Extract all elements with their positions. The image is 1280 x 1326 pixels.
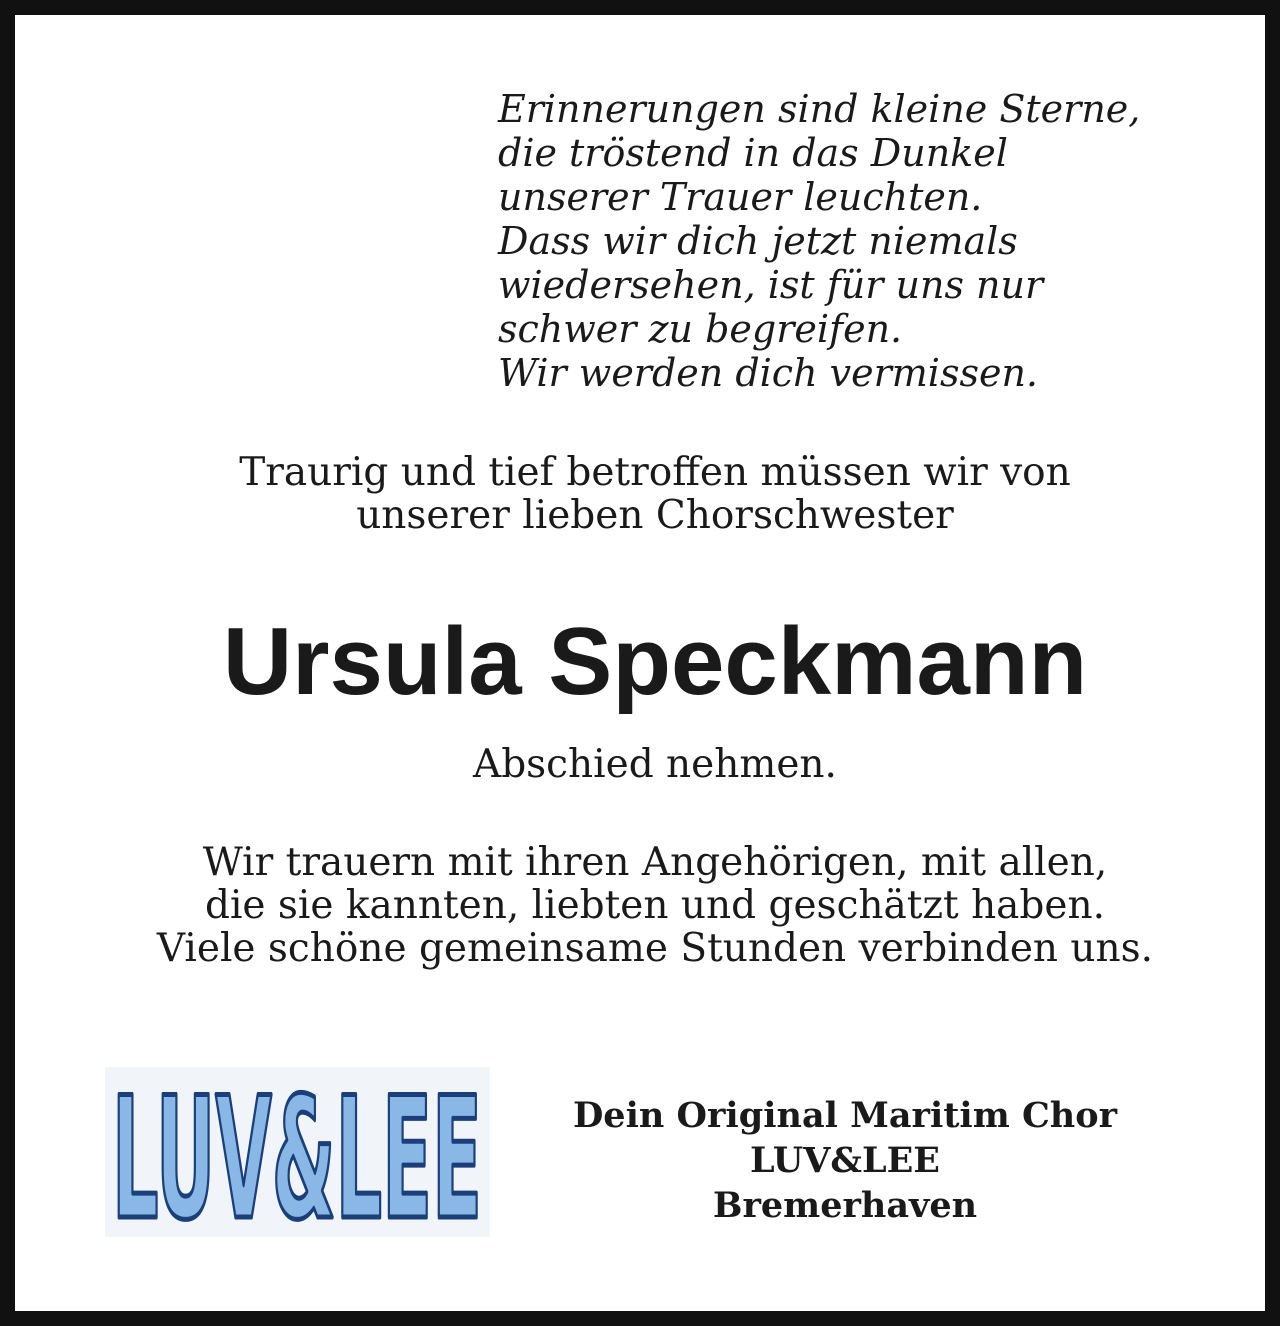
signature-line: Bremerhaven xyxy=(712,1185,978,1226)
intro-text xyxy=(55,451,1255,537)
intro-line: unserer lieben Chorschwester xyxy=(356,493,954,538)
mourning-line: Viele schöne gemeinsame Stunden verbinden uns. xyxy=(156,926,1154,971)
mourning-text xyxy=(55,841,1255,970)
signature-line: LUV&LEE xyxy=(750,1140,940,1181)
signature-line: Dein Original Maritim Chor xyxy=(572,1095,1118,1136)
poem xyxy=(498,87,1258,395)
poem-line: Erinnerungen sind kleine Sterne, xyxy=(498,87,1141,131)
poem-line: die tröstend in das Dunkel xyxy=(498,131,1008,175)
signature xyxy=(515,1093,1175,1228)
poem-line: Dass wir dich jetzt niemals xyxy=(498,219,1018,263)
choir-logo xyxy=(105,1067,490,1237)
poem-line: schwer zu begreifen. xyxy=(498,307,903,351)
deceased-name: Ursula Speckmann xyxy=(222,608,1088,715)
poem-line: unserer Trauer leuchten. xyxy=(498,175,983,219)
farewell-text: Abschied nehmen. xyxy=(473,742,837,787)
mourning-line: Wir trauern mit ihren Angehörigen, mit allen, xyxy=(202,840,1108,885)
intro-line: Traurig und tief betroffen müssen wir von xyxy=(239,450,1071,495)
poem-line: Wir werden dich vermissen. xyxy=(498,351,1038,395)
choir-logo-graphic xyxy=(105,1067,490,1237)
poem-line: wiedersehen, ist für uns nur xyxy=(498,263,1044,307)
mourning-line: die sie kannten, liebten und geschätzt haben. xyxy=(204,883,1105,928)
choir-logo-wordmark: LUV&LEE xyxy=(112,1067,482,1237)
